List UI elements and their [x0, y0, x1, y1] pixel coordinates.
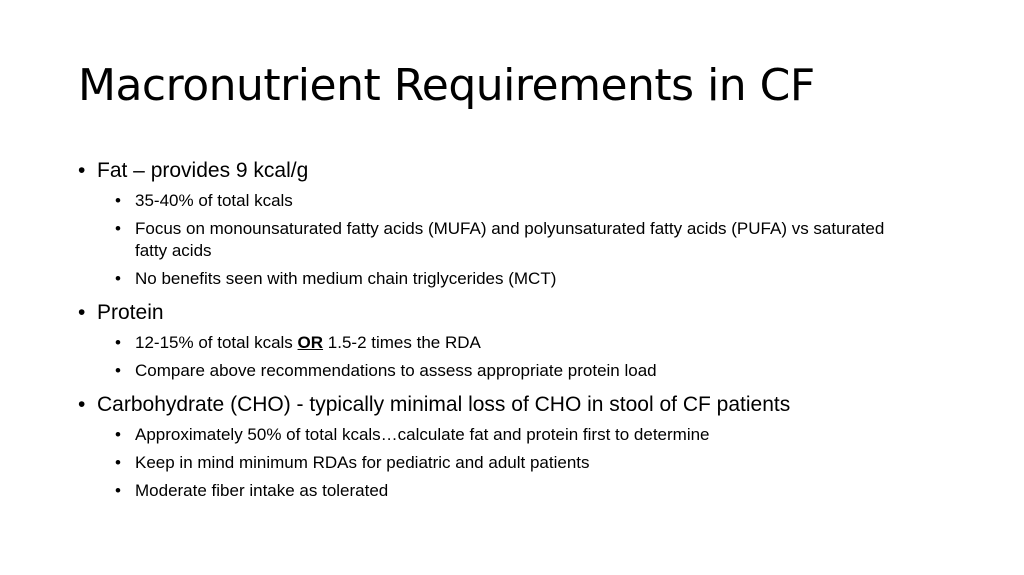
slide-title: Macronutrient Requirements in CF [78, 60, 815, 111]
sub-bullet-text: No benefits seen with medium chain triglycerides (MCT) [135, 269, 557, 288]
bullet-dot-icon: • [78, 159, 86, 182]
sub-bullet-text: Compare above recommendations to assess appropriate protein load [135, 361, 657, 380]
carbohydrate-subitems [78, 424, 958, 502]
sub-bullet [78, 480, 915, 502]
sub-bullet [78, 360, 915, 382]
bullet-dot-icon: • [115, 361, 121, 380]
sub-bullet [78, 424, 915, 446]
sub-bullet [78, 452, 915, 474]
sub-bullet-text: Moderate fiber intake as tolerated [135, 481, 389, 500]
sub-bullet [78, 218, 915, 262]
sub-bullet [78, 190, 915, 212]
bullet-carbohydrate [78, 391, 958, 418]
slide-content [78, 157, 958, 502]
sub-bullet-text: 12-15% of total kcals [135, 333, 293, 352]
fat-subitems [78, 190, 958, 290]
sub-bullet-text: Keep in mind minimum RDAs for pediatric and adult patients [135, 453, 590, 472]
bullet-dot-icon: • [115, 333, 121, 352]
emphasis-or: OR [297, 333, 324, 352]
carbohydrate-heading: Carbohydrate (CHO) - typically minimal loss of CHO in stool of CF patients [97, 393, 791, 416]
sub-bullet-text: 35-40% of total kcals [135, 191, 293, 210]
protein-subitems [78, 332, 958, 382]
bullet-dot-icon: • [78, 393, 86, 416]
sub-bullet-text: Approximately 50% of total kcals…calculate fat and protein first to determine [135, 425, 710, 444]
bullet-dot-icon: • [78, 301, 86, 324]
sub-bullet-text: Focus on monounsaturated fatty acids (MUFA) and polyunsaturated fatty acids (PUFA) vs saturated fatty acids [135, 219, 885, 260]
bullet-dot-icon: • [115, 219, 121, 238]
bullet-dot-icon: • [115, 425, 121, 444]
sub-bullet [78, 268, 915, 290]
bullet-dot-icon: • [115, 453, 121, 472]
fat-heading: Fat – provides 9 kcal/g [97, 159, 309, 182]
bullet-dot-icon: • [115, 481, 121, 500]
bullet-fat [78, 157, 958, 184]
bullet-dot-icon: • [115, 269, 121, 288]
sub-bullet-text: 1.5-2 times the RDA [327, 333, 481, 352]
sub-bullet [78, 332, 915, 354]
protein-heading: Protein [97, 301, 164, 324]
bullet-protein [78, 299, 958, 326]
bullet-dot-icon: • [115, 191, 121, 210]
